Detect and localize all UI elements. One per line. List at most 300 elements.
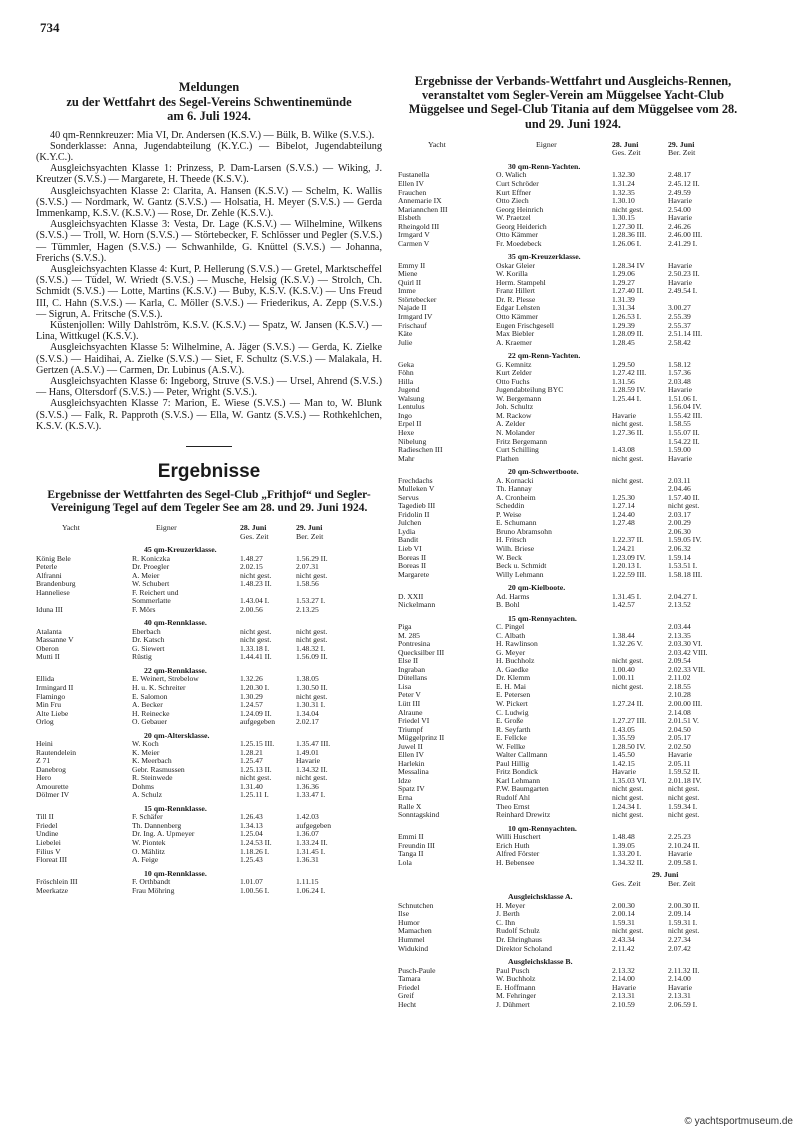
table-row xyxy=(398,240,748,249)
time-day1: 1.45.50 xyxy=(612,751,635,760)
meldung-paragraph: Sonderklasse: Anna, Jugendabteilung (K.Y.C.) — Bibelot, Jugendabteilung (K.Y.C.). xyxy=(36,140,382,163)
time-day1: 1.27.48 xyxy=(612,519,635,528)
yacht-name: Radieschen III xyxy=(398,446,443,455)
time-day1: 2.13.31 xyxy=(612,992,635,1001)
right-results-table xyxy=(398,141,748,1009)
time-day2: Havarie xyxy=(296,757,321,766)
time-day1: 1.26.06 I. xyxy=(612,239,642,248)
time-day2: 1.36.07 xyxy=(296,830,319,839)
owner-name: Edgar Lehsten xyxy=(496,304,541,313)
time-day1: 1.30.15 xyxy=(612,214,635,223)
yacht-name: Atalanta xyxy=(36,627,62,636)
time-day2: 2.46.00 III. xyxy=(668,231,703,240)
yacht-name: Mulleken V xyxy=(398,485,435,494)
time-day1: 2.14.00 xyxy=(612,975,635,984)
owner-name: Eberbach xyxy=(132,627,161,636)
table-row xyxy=(398,760,748,769)
class-heading: 35 qm-Kreuzerklasse. xyxy=(508,252,581,262)
time-day1: 2.00.56 xyxy=(240,605,263,614)
table-row xyxy=(36,555,382,564)
time-day1: 1.33.20 I. xyxy=(612,850,642,859)
meldungen-subtitle: zu der Wettfahrt des Segel-Vereins Schwentinemünde xyxy=(66,94,352,109)
time-day1: 1.20.30 I. xyxy=(240,683,270,692)
time-day1: 1.24.34 I. xyxy=(612,802,642,811)
table-row xyxy=(36,597,382,606)
time-day2: 2.03.42 VIII. xyxy=(668,648,708,657)
table-row xyxy=(398,717,748,726)
time-day2: 1.59.34 I. xyxy=(668,802,698,811)
time-day1: 1.27.14 xyxy=(612,502,635,511)
time-day2: 2.11.32 II. xyxy=(668,966,700,975)
time-day2: 2.49.54 I. xyxy=(668,287,698,296)
time-day1: 1.00.11 xyxy=(612,674,635,683)
yacht-name: Hero xyxy=(36,774,52,783)
time-day1: 1.24.40 xyxy=(612,510,635,519)
table-row xyxy=(398,842,748,851)
table-row xyxy=(398,992,748,1001)
time-day1: 1.42.57 xyxy=(612,601,635,610)
time-day1 xyxy=(612,691,668,700)
yacht-name: Irmgard V xyxy=(398,231,430,240)
time-day2: 1.30.50 II. xyxy=(296,683,328,692)
time-day1: 1.01.07 xyxy=(240,878,263,887)
table-row xyxy=(36,684,382,693)
time-day2: 1.06.24 I. xyxy=(296,886,326,895)
time-day2: 1.48.32 I. xyxy=(296,644,326,653)
yacht-name: Heini xyxy=(36,740,53,749)
owner-name: M. Fehringer xyxy=(496,992,537,1001)
table-row xyxy=(398,313,748,322)
time-day1: 1.25.13 II. xyxy=(240,765,272,774)
time-day1: nicht gest. xyxy=(240,636,272,645)
table-row xyxy=(398,214,748,223)
ergebnisse-subtitle: Ergebnisse der Wettfahrten des Segel-Club „Frithjof“ und Segler-Vereinigung Tegel auf dem Tegeler See am 28. und 29. Juni 1924. xyxy=(47,488,371,515)
time-day2: 1.58.12 xyxy=(668,360,691,369)
yacht-name: Frischauf xyxy=(398,321,427,330)
yacht-name: Sonntagskind xyxy=(398,811,440,820)
time-day2: 1.53.51 I. xyxy=(668,562,698,571)
table-row xyxy=(398,984,748,993)
time-day2: 1.11.15 xyxy=(296,878,319,887)
yacht-name: König Bele xyxy=(36,554,71,563)
time-day2: 2.41.29 I. xyxy=(668,239,698,248)
time-day1 xyxy=(612,528,668,537)
yacht-name: Hecht xyxy=(398,1000,417,1009)
time-day2: 2.45.12 II. xyxy=(668,179,700,188)
yacht-name: Geka xyxy=(398,360,415,369)
yacht-name: Mahr xyxy=(398,454,415,463)
table-row xyxy=(398,785,748,794)
time-day1: 1.35.03 VI. xyxy=(612,776,647,785)
owner-name: Herm. Stampehl xyxy=(496,278,546,287)
spacer xyxy=(496,871,612,880)
col-date1-sub: Ges. Zeit xyxy=(240,531,269,541)
owner-name: H. Fritsch xyxy=(496,536,527,545)
time-day2: 2.13.52 xyxy=(668,601,691,610)
table-row xyxy=(398,640,748,649)
owner-name: E. H. Mai xyxy=(496,682,526,691)
owner-name: Dr. R. Plesse xyxy=(496,295,536,304)
time-day1: 1.31.56 xyxy=(612,377,635,386)
table-row xyxy=(398,734,748,743)
table-row xyxy=(36,757,382,766)
table-row xyxy=(398,455,748,464)
owner-name: Theo Ernst xyxy=(496,802,530,811)
yacht-name: Dütellans xyxy=(398,674,428,683)
time-day2: 1.53.27 I. xyxy=(296,597,326,606)
table-row xyxy=(398,768,748,777)
table-row xyxy=(398,279,748,288)
yacht-name: D. XXII xyxy=(398,592,424,601)
time-day2: 1.57.40 II. xyxy=(668,493,700,502)
time-day1: 1.25.43 xyxy=(240,856,263,865)
yacht-name: Hilla xyxy=(398,377,414,386)
owner-name: G. Meyer xyxy=(496,648,526,657)
time-day2: 2.10.28 xyxy=(668,691,691,700)
yacht-name: Oberon xyxy=(36,644,59,653)
class-heading: 10 qm-Rennklasse. xyxy=(144,868,207,878)
time-day2: 1.34.32 II. xyxy=(296,765,328,774)
yacht-name: Filius V xyxy=(36,847,61,856)
owner-name: H. Bebensee xyxy=(496,858,535,867)
time-day1: nicht gest. xyxy=(240,627,272,636)
yacht-name: Emmi II xyxy=(398,833,424,842)
time-day2: 2.49.59 xyxy=(668,188,691,197)
class-heading: 22 qm-Rennklasse. xyxy=(144,666,207,675)
yacht-name: Tanga II xyxy=(398,850,424,859)
time-day2: 1.31.45 I. xyxy=(296,847,326,856)
owner-name: A. Feige xyxy=(132,856,159,865)
owner-name: W. Beck xyxy=(496,553,522,562)
owner-name: Jugendabteilung BYC xyxy=(496,386,564,395)
table-header xyxy=(398,141,748,150)
owner-name: A. Gaedke xyxy=(496,665,529,674)
owner-name: Joh. Schultz xyxy=(496,403,534,412)
time-day1: 1.32.35 xyxy=(612,188,635,197)
table-row xyxy=(36,813,382,822)
meldung-paragraph: Ausgleichsyachten Klasse 3: Vesta, Dr. Lage (K.S.V.) — Wilhelmine, Wilkens (S.V.S.) — Troll, W. Horn (S.V.S.) — Störtebecker, F. Schlösser und Pegler (S.V.S.) — Tümmler, Hagen (S.V.S.) — Schwanhilde, G. Knüttel (S.V.S.) — Johanna, Frerichs (S.V.S.). xyxy=(36,219,382,264)
table-row xyxy=(398,322,748,331)
yacht-name: Z 71 xyxy=(36,757,51,766)
table-row xyxy=(36,675,382,684)
time-day1: Havarie xyxy=(612,768,637,777)
time-day1: nicht gest. xyxy=(612,811,644,820)
time-day1: 1.44.41 II. xyxy=(240,653,272,662)
time-day2: nicht gest. xyxy=(668,785,700,794)
yacht-name: Lieb VI xyxy=(398,544,422,553)
table-row xyxy=(36,839,382,848)
time-day1: 2.10.59 xyxy=(612,1000,635,1009)
yacht-name: Liebelei xyxy=(36,838,61,847)
owner-name: A. Kornacki xyxy=(496,476,534,485)
owner-name: C. Ludwig xyxy=(496,708,529,717)
time-day2: 2.09.54 xyxy=(668,657,691,666)
table-row xyxy=(36,822,382,831)
owner-name: W. Korilla xyxy=(496,270,528,279)
table-row xyxy=(398,571,748,580)
time-day2: 1.55.42 III. xyxy=(668,411,703,420)
time-day2: 1.38.05 xyxy=(296,675,319,684)
time-day2: 1.30.31 I. xyxy=(296,701,326,710)
table-row xyxy=(398,477,748,486)
meldung-paragraph: Ausgleichsyachten Klasse 6: Ingeborg, Struve (S.V.S.) — Ursel, Ahrend (S.V.S.) — Hans, Oltersdorf (S.V.S.) — Peter, Wright (S.V.S.). xyxy=(36,375,382,399)
table-row xyxy=(398,171,748,180)
time-day2: 2.46.26 xyxy=(668,222,691,231)
owner-name: K. Meerbach xyxy=(132,757,172,766)
owner-name: Scheddin xyxy=(496,502,525,511)
time-day1: nicht gest. xyxy=(612,682,644,691)
time-day2: 1.36.36 xyxy=(296,782,319,791)
class-heading: 10 qm-Rennyachten. xyxy=(508,823,577,833)
meldungen-list xyxy=(36,130,382,432)
yacht-name: Alraune xyxy=(398,708,423,717)
yacht-name: Spatz IV xyxy=(398,785,425,794)
time-day1: 1.25.11 I. xyxy=(240,791,269,800)
table-row xyxy=(398,231,748,240)
owner-name: Georg Heinrich xyxy=(496,205,544,214)
time-day2: nicht gest. xyxy=(296,571,328,580)
owner-name: A. Cronheim xyxy=(496,493,536,502)
time-day2: 2.03.17 xyxy=(668,510,691,519)
yacht-name: Piga xyxy=(398,623,412,632)
time-day1: 1.28.50 IV. xyxy=(612,742,646,751)
time-day1: 1.59.31 xyxy=(612,918,635,927)
table-row xyxy=(398,386,748,395)
table-row xyxy=(36,589,382,598)
yacht-name: Humor xyxy=(398,918,420,927)
yacht-name: Margarete xyxy=(398,570,430,579)
time-day2: 2.51.14 III. xyxy=(668,330,703,339)
meldung-paragraph: Ausgleichsyachten Klasse 5: Wilhelmine, A. Jäger (S.V.S.) — Gerda, K. Zielke (S.V.S.) — Haidihai, A. Zielke (S.V.S.) — Siet, F. Schultz (S.V.S.) — Malakala, H. Gertzen (A.S.V.) — Carmen, Dr. Lubinus (A.S.V.). xyxy=(36,342,382,376)
time-day2: Havarie xyxy=(668,386,693,395)
owner-name: Sommerlatte xyxy=(132,597,171,606)
time-day1: 2.00.14 xyxy=(612,910,635,919)
yacht-name: Ingraban xyxy=(398,665,425,674)
time-day2: 1.42.03 xyxy=(296,813,319,822)
time-day1: nicht gest. xyxy=(612,454,644,463)
yacht-name: Flamingo xyxy=(36,692,66,701)
table-row xyxy=(398,674,748,683)
owner-name: F. Schäfer xyxy=(132,813,163,822)
yacht-name: Friedel xyxy=(36,821,58,830)
owner-name: Fritz Bergemann xyxy=(496,437,548,446)
owner-name: E. Salomon xyxy=(132,692,168,701)
owner-name: Dohms xyxy=(132,782,154,791)
time-day1: 1.28.45 xyxy=(612,338,635,347)
owner-name: F. Orthbandt xyxy=(132,878,171,887)
time-day2: 1.56.29 II. xyxy=(296,554,328,563)
time-day2: 2.18.55 xyxy=(668,682,691,691)
yacht-name: Lydia xyxy=(398,527,416,536)
time-day2: 2.00.00 III. xyxy=(668,699,703,708)
time-day1: 1.43.04 I. xyxy=(240,597,270,606)
owner-name: Gebr. Rasmussen xyxy=(132,765,185,774)
owner-name: C. Pingel xyxy=(496,623,525,632)
yacht-name: Käte xyxy=(398,330,413,339)
left-column xyxy=(36,80,382,895)
col-date1: 28. Juni xyxy=(240,522,267,532)
owner-name: F. Reichert und xyxy=(132,588,179,597)
time-day1: 1.28.59 IV. xyxy=(612,386,646,395)
time-day1: 1.48.27 xyxy=(240,554,263,563)
time-day2: 2.07.31 xyxy=(296,563,319,572)
owner-name: Willi Huschert xyxy=(496,833,541,842)
owner-name: J. Dühmert xyxy=(496,1000,530,1009)
owner-name: A. Becker xyxy=(132,701,163,710)
col-date2: 29. Juni xyxy=(668,139,695,149)
time-day2: 2.05.17 xyxy=(668,734,691,743)
table-row xyxy=(398,438,748,447)
time-day2: aufgegeben xyxy=(296,821,331,830)
owner-name: Rudolf Ahl xyxy=(496,793,530,802)
time-day1: 1.42.15 xyxy=(612,759,635,768)
time-day2: 2.58.42 xyxy=(668,338,691,347)
meldungen-title: Meldungen xyxy=(178,80,240,94)
yacht-name: Ellida xyxy=(36,675,55,684)
owner-name: Kurt Effner xyxy=(496,188,532,197)
owner-name: M. Rackow xyxy=(496,411,532,420)
owner-name: G. Kemnitz xyxy=(496,360,532,369)
owner-name: Fritz Bondick xyxy=(496,768,538,777)
table-row xyxy=(36,580,382,589)
yacht-name: Friedel VI xyxy=(398,717,430,726)
table-row xyxy=(36,563,382,572)
yacht-name: Lisa xyxy=(398,682,412,691)
owner-name: Dr. Katsch xyxy=(132,636,165,645)
time-day2: 2.00.30 II. xyxy=(668,901,700,910)
time-day1: 1.31.24 xyxy=(612,179,635,188)
time-day1: 1.26.53 I. xyxy=(612,313,642,322)
owner-name: E. Große xyxy=(496,717,524,726)
table-row xyxy=(398,902,748,911)
table-row xyxy=(398,528,748,537)
yacht-name: Alfranni xyxy=(36,571,62,580)
time-day2: Havarie xyxy=(668,983,693,992)
yacht-name: Till II xyxy=(36,813,54,822)
table-row xyxy=(398,833,748,842)
second-table-header xyxy=(398,871,748,880)
time-day1: 1.25.15 III. xyxy=(240,740,275,749)
table-row xyxy=(36,701,382,710)
time-day1: 1.22.37 II. xyxy=(612,536,644,545)
time-day1: 1.20.13 I. xyxy=(612,562,642,571)
time-day2: 2.13.35 xyxy=(668,631,691,640)
table-row xyxy=(398,632,748,641)
table-row xyxy=(398,927,748,936)
time-day2: 2.04.46 xyxy=(668,485,691,494)
owner-name: E. Schumann xyxy=(496,519,537,528)
yacht-name: Frauchen xyxy=(398,188,427,197)
time-day1: 1.34.32 II. xyxy=(612,858,644,867)
time-day2: 2.11.02 xyxy=(668,674,691,683)
time-day2: 2.02.33 VII. xyxy=(668,665,705,674)
time-day1: 1.43.08 xyxy=(612,446,635,455)
time-day2: 1.58.56 xyxy=(296,580,319,589)
owner-name: Reinhard Drewitz xyxy=(496,811,551,820)
table-row xyxy=(36,749,382,758)
owner-name: Franz Hillert xyxy=(496,287,536,296)
time-day1: Havarie xyxy=(612,411,637,420)
time-day1: 1.31.45 I. xyxy=(612,592,642,601)
yacht-name: Messalina xyxy=(398,768,429,777)
time-day2: 1.58.55 xyxy=(668,420,691,429)
table-row xyxy=(398,811,748,820)
owner-name: W. Piontek xyxy=(132,838,166,847)
table-row xyxy=(398,270,748,279)
time-day1: 1.34.13 xyxy=(240,821,263,830)
time-day2: Havarie xyxy=(668,261,693,270)
time-day1: 1.32.26 V. xyxy=(612,640,643,649)
table-row xyxy=(36,740,382,749)
owner-name: P. Weise xyxy=(496,510,522,519)
table-row xyxy=(398,304,748,313)
time-day1 xyxy=(612,649,668,658)
yacht-name: Harlekin xyxy=(398,759,425,768)
yacht-name: Pontresina xyxy=(398,640,431,649)
time-day1: 1.22.59 III. xyxy=(612,570,647,579)
divider xyxy=(186,446,232,447)
time-day2: 2.04.27 I. xyxy=(668,592,698,601)
time-day1: 1.00.40 xyxy=(612,665,635,674)
time-day1: 1.27.24 II. xyxy=(612,699,644,708)
time-day1: 1.32.26 xyxy=(240,675,263,684)
time-day1: nicht gest. xyxy=(612,785,644,794)
owner-name: Otto Ziech xyxy=(496,197,529,206)
time-day1: 1.48.48 xyxy=(612,833,635,842)
owner-name: Max Biebler xyxy=(496,330,535,339)
table-row xyxy=(398,189,748,198)
time-day1: nicht gest. xyxy=(240,774,272,783)
meldung-paragraph: Ausgleichsyachten Klasse 4: Kurt, P. Hellerung (S.V.S.) — Gretel, Marktscheffel (S.V.S.) — Tüdel, W. Wriedt (S.V.S.) — Musche, Helsig (K.S.V.) — Strolch, Ch. Schmidt (S.V.S.) — Lotte, Martins (K.S.V.) — Buby, K.S.V. (K.S.V.) — Uns Freud III, C. Hahn (S.V.S.) — Karla, C. Möller (S.V.S.) — Friederikus, A. Zepp (S.V.S.) — Sigrun, A. Fritsche (S.V.S.). xyxy=(36,263,382,320)
table-header xyxy=(36,524,382,533)
time-day2 xyxy=(296,589,366,598)
table-row xyxy=(36,693,382,702)
yacht-name: Jugend xyxy=(398,386,420,395)
owner-name: Dr. Ing. A. Upmeyer xyxy=(132,830,195,839)
owner-name: E. Fellcke xyxy=(496,734,527,743)
time-day1: 1.31.34 xyxy=(612,304,635,313)
yacht-name: Quecksilber III xyxy=(398,648,445,657)
yacht-name: Quirl II xyxy=(398,278,421,287)
time-day1: 1.24.53 II. xyxy=(240,838,272,847)
time-day2: 1.59.52 II. xyxy=(668,768,700,777)
yacht-name: Emmy II xyxy=(398,261,426,270)
col-date1: 28. Juni xyxy=(612,139,639,149)
owner-name: W. Pickert xyxy=(496,699,528,708)
col-date-29: 29. Juni xyxy=(652,870,679,880)
yacht-name: Annemarie IX xyxy=(398,197,442,206)
time-day1: 1.27.42 III. xyxy=(612,369,647,378)
yacht-name: Fridolin II xyxy=(398,510,430,519)
time-day2: 2.13.31 xyxy=(668,992,691,1001)
table-row xyxy=(398,223,748,232)
meldungen-date: am 6. Juli 1924. xyxy=(167,109,251,123)
col-yacht: Yacht xyxy=(428,139,446,149)
table-row xyxy=(398,859,748,868)
owner-name: E. Weinert, Strebelow xyxy=(132,675,199,684)
table-row xyxy=(36,653,382,662)
table-row xyxy=(398,657,748,666)
time-day1: nicht gest. xyxy=(612,927,644,936)
class-heading: 22 qm-Renn-Yachten. xyxy=(508,351,581,361)
table-row xyxy=(398,330,748,339)
time-day2: 2.06.30 xyxy=(668,527,691,536)
time-day2: 3.00.27 xyxy=(668,304,691,313)
owner-name: Alfred Förster xyxy=(496,850,540,859)
time-day2: nicht gest. xyxy=(668,927,700,936)
time-day2: 2.14.08 xyxy=(668,708,691,717)
yacht-name: Störtebecker xyxy=(398,295,437,304)
